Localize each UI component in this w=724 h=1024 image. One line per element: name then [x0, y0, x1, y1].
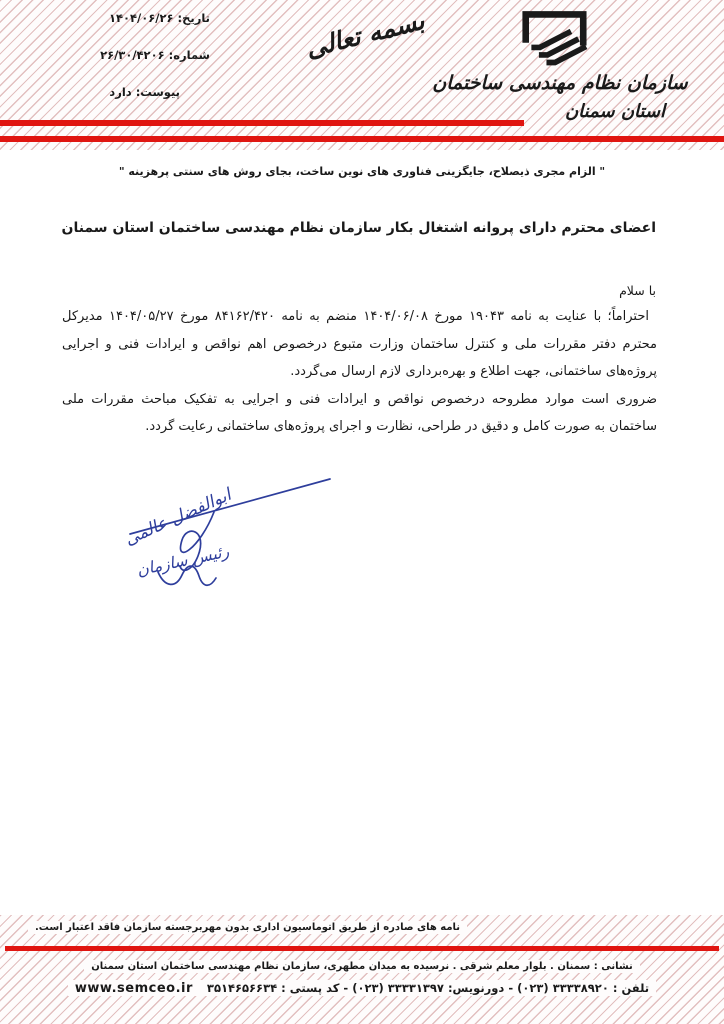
- organization-logo-icon: [510, 5, 598, 71]
- footer-contact: [0, 981, 724, 996]
- meta-number: [60, 47, 210, 63]
- letter-meta: [60, 10, 210, 121]
- number-label: شماره:: [168, 48, 210, 62]
- validity-note: نامه های صادره از طریق اتوماسیون اداری بدون مهربرجسته سازمان فاقد اعتبار است.: [28, 922, 467, 933]
- meta-attachment: [60, 84, 210, 100]
- footer: [0, 915, 724, 1024]
- red-stripe-bottom: [0, 136, 724, 142]
- slogan-line: " الزام مجری ذیصلاح، جایگزینی فناوری های نوین ساخت، بجای روش های سنتی پرهزینه ": [118, 165, 606, 178]
- contact-numbers: تلفن : ۳۳۳۳۸۹۲۰ (۰۲۳) - دورنویس: ۳۳۳۳۱۳۹۷ (۰۲۳) - کد پستی : ۳۵۱۴۶۵۶۶۳۴: [206, 981, 650, 995]
- paragraph-1: احتراماً؛ با عنایت به نامه ۱۹۰۴۳ مورخ ۱۴۰۴/۰۶/۰۸ منضم به نامه ۸۴۱۶۲/۴۲۰ مورخ ۱۴۰۴/۰۵/۲۷ مدیرکل محترم دفتر مقررات ملی و کنترل ساختمان وزارت متبوع درخصوص اهم نواقص و ایرادات فنی و اجرایی پروژه‌های ساختمانی، جهت اطلاع و بهره‌برداری لازم ارسال می‌گردد.: [62, 309, 657, 379]
- signature-scribble-icon: [92, 470, 344, 598]
- date-value: ۱۴۰۴/۰۶/۲۶: [108, 11, 174, 25]
- basmala-calligraphy: بسمه تعالی: [302, 5, 428, 64]
- paragraph-2: ضروری است موارد مطروحه درخصوص نواقص و ایرادات فنی و اجرایی به تفکیک مباحث مقررات ملی ساختمان به صورت کامل و دقیق در طراحی، نظارت و اجرای پروژه‌های ساختمانی رعایت گردد.: [62, 391, 657, 434]
- recipient-line: اعضای محترم دارای پروانه اشتغال بکار سازمان نظام مهندسی ساختمان استان سمنان: [61, 220, 656, 236]
- date-label: تاریخ:: [177, 11, 210, 25]
- meta-date: [60, 10, 210, 26]
- signatory-title: رئیس سازمان: [135, 541, 231, 580]
- signature: [92, 470, 344, 598]
- signatory-name: ابوالفضل عالمی: [121, 485, 235, 550]
- footer-red-divider: [5, 946, 719, 951]
- org-name: سازمان نظام مهندسی ساختمان: [432, 72, 688, 94]
- attachment-value: دارد: [109, 85, 132, 99]
- website-url: www.semceo.ir: [74, 981, 193, 996]
- org-region: استان سمنان: [564, 101, 666, 122]
- number-value: ۲۶/۳۰/۴۲۰۶: [100, 48, 165, 62]
- red-stripe-top: [0, 120, 524, 126]
- salutation: با سلام: [619, 283, 656, 298]
- letter-body: [62, 303, 657, 441]
- attachment-label: پیوست:: [135, 85, 180, 99]
- footer-address: نشانی : سمنان . بلوار معلم شرقی . نرسیده به میدان مطهری، سازمان نظام مهندسی ساختمان استان سمنان: [0, 961, 724, 972]
- letterhead: [0, 0, 724, 150]
